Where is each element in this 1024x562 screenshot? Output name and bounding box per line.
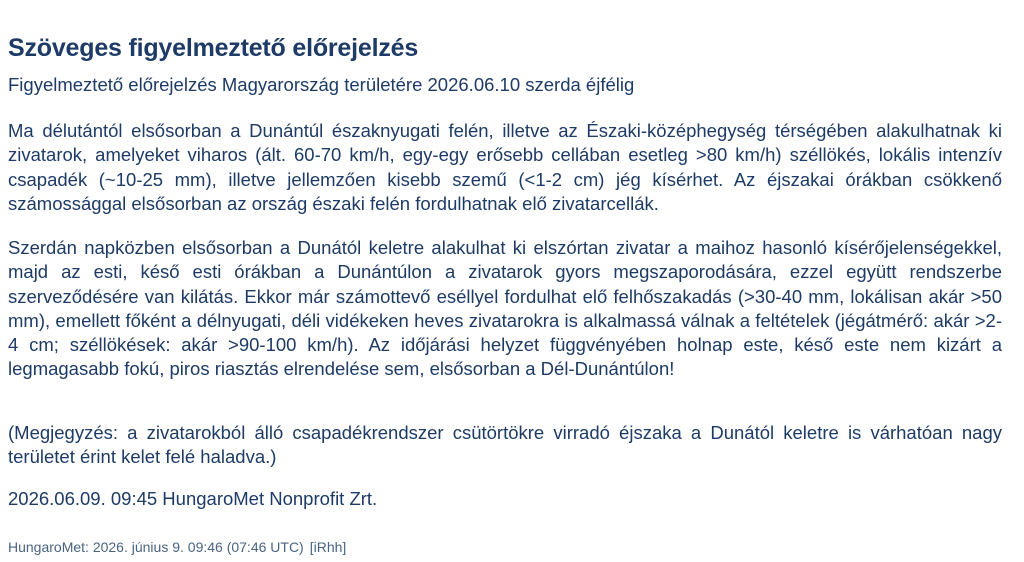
forecast-paragraph-wednesday: Szerdán napközben elsősorban a Dunától keletre alakulhat ki elszórtan zivatar a maihoz hasonló kísérőjelenségekkel, majd az esti, késő esti órákban a Dunántúlon a zivatarok gyors megszaporodására, ezzel együtt rendszerbe szerveződésére van kilátás. Ekkor már számottevő eséllyel fordulhat elő felhőszakadás (>30-40 mm, lokálisan akár >50 mm), emellett főként a délnyugati, déli vidékeken heves zivatarokra is alkalmassá válnak a feltételek (jégátmérő: akár >2-4 cm; széllökések: akár >90-100 km/h). Az időjárási helyzet függvényében holnap este, késő este nem kizárt a legmagasabb fokú, piros riasztás elrendelése sem, elsősorban a Dél-Dunántúlon!: [8, 237, 1002, 380]
page-title: Szöveges figyelmeztető előrejelzés: [8, 34, 419, 62]
footer-line: [8, 539, 346, 555]
page-subtitle: Figyelmeztető előrejelzés Magyarország területére 2026.06.10 szerda éjfélig: [8, 74, 635, 95]
issued-timestamp: 2026.06.09. 09:45 HungaroMet Nonprofit Zrt.: [8, 488, 378, 509]
footer-timestamp: HungaroMet: 2026. június 9. 09:46 (07:46 UTC): [8, 539, 304, 555]
forecast-paragraph-today: Ma délutántól elsősorban a Dunántúl északnyugati felén, illetve az Északi-középhegység térségében alakulhatnak ki zivatarok, amelyeket viharos (ált. 60-70 km/h, egy-egy erősebb cellában esetleg >80 km/h) széllökés, lokális intenzív csapadék (~10-25 mm), illetve jellemzően kisebb szemű (<1-2 cm) jég kísérhet. Az éjszakai órákban csökkenő számossággal elsősorban az ország északi felén fordulhatnak elő zivatarcellák.: [8, 120, 1002, 214]
footer-code: [iRhh]: [309, 539, 347, 555]
forecast-note-paragraph: (Megjegyzés: a zivatarokból álló csapadékrendszer csütörtökre virradó éjszaka a Dunától keletre is várhatóan nagy területet érint kelet felé haladva.): [8, 422, 1002, 468]
